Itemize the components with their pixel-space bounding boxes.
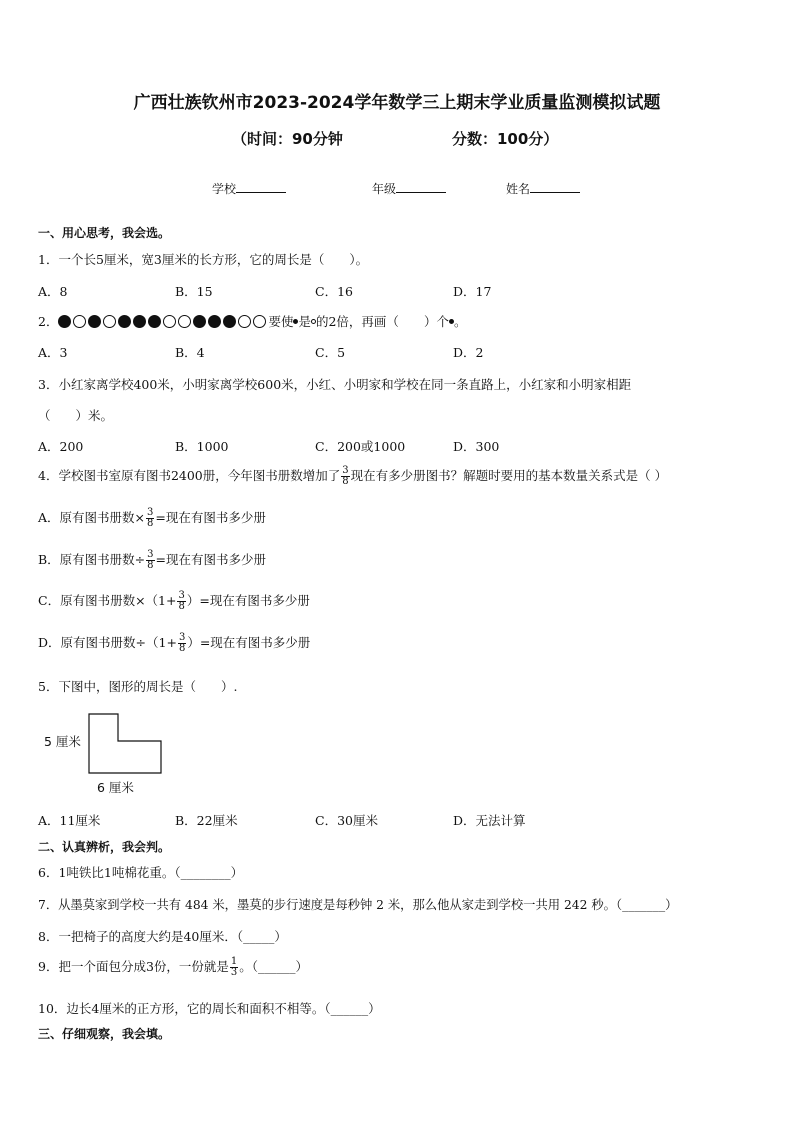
filled-circle-icon <box>208 315 221 328</box>
filled-circle-icon <box>58 315 71 328</box>
fraction: $\frac{3}{8}$ <box>178 590 185 612</box>
figure-height-label: 5 厘米 <box>44 734 81 749</box>
q2-text-a: 要使 <box>268 314 294 329</box>
q5-option-d: D．无法计算 <box>453 813 526 828</box>
grade-blank[interactable] <box>396 180 446 193</box>
q3-option-a: A．200 <box>38 439 84 454</box>
q3-option-d: D．300 <box>453 439 500 454</box>
q1-option-b: B．15 <box>175 284 213 299</box>
circle-row <box>58 314 268 329</box>
fraction: $\frac{3}{8}$ <box>147 507 154 529</box>
hollow-circle-icon <box>253 315 266 328</box>
fraction: $\frac{3}{8}$ <box>147 549 154 571</box>
q2-option-a: A．3 <box>38 345 68 360</box>
question-4 <box>38 466 667 487</box>
name-field <box>506 180 580 197</box>
q5-option-c: C．30厘米 <box>315 813 378 828</box>
q1-option-a: A．8 <box>38 284 68 299</box>
hollow-circle-icon <box>73 315 86 328</box>
q4-text-a: 4．学校图书室原有图书2400册，今年图书册数增加了 <box>38 468 341 483</box>
filled-circle-icon <box>148 315 161 328</box>
filled-circle-icon <box>193 315 206 328</box>
school-field <box>212 180 286 197</box>
q5-option-b: B．22厘米 <box>175 813 238 828</box>
q5-option-a: A．11厘米 <box>38 813 101 828</box>
hollow-circle-icon <box>178 315 191 328</box>
exam-time: （时间：90分钟 <box>232 130 343 148</box>
q4-option-c: C．原有图书册数×（1+ $\frac{3}{8}$ ）=现在有图书多少册 <box>38 590 310 612</box>
school-label: 学校 <box>212 182 237 196</box>
q2-number: 2． <box>38 314 59 329</box>
question-5: 5．下图中，图形的周长是（ ）. <box>38 679 238 694</box>
q4-option-b: B．原有图书册数÷ $\frac{3}{8}$ =现在有图书多少册 <box>38 549 267 571</box>
question-7: 7．从墨莫家到学校一共有 484 米，墨莫的步行速度是每秒钟 2 米，那么他从家走到学校一共用 242 秒。（_______） <box>38 898 678 912</box>
name-label: 姓名 <box>506 182 531 196</box>
q4-option-a: A．原有图书册数× $\frac{3}{8}$ =现在有图书多少册 <box>38 507 266 529</box>
fraction: $\frac{3}{8}$ <box>342 465 349 487</box>
section-judge-heading: 二、认真辨析，我会判。 <box>38 840 171 854</box>
q2-option-d: D．2 <box>453 345 484 360</box>
q2-text-b: 是 <box>298 314 311 329</box>
question-1: 1．一个长5厘米，宽3厘米的长方形，它的周长是（ ）。 <box>38 252 369 267</box>
question-9: 9．把一个面包分成3份，一份就是 $\frac{1}{3}$ 。（______） <box>38 956 309 978</box>
question-6: 6．1吨铁比1吨棉花重。（________） <box>38 865 244 880</box>
q2-text-c: 的2倍，再画（ ）个 <box>315 314 449 329</box>
q1-option-d: D．17 <box>453 284 492 299</box>
filled-circle-icon <box>223 315 236 328</box>
q2-option-b: B．4 <box>175 345 205 360</box>
page-title: 广西壮族钦州市2023-2024学年数学三上期末学业质量监测模拟试题 <box>133 93 661 113</box>
question-3-line-1: 3．小红家离学校400米，小明家离学校600米，小红、小明家和学校在同一条直路上，小红家和小明家相距 <box>38 377 632 392</box>
name-blank[interactable] <box>530 180 580 193</box>
fraction: $\frac{3}{8}$ <box>178 632 186 654</box>
q2-text-d: 。 <box>453 314 467 329</box>
exam-score: 分数：100分） <box>452 130 559 148</box>
section-fill-heading: 三、仔细观察，我会填。 <box>38 1027 171 1041</box>
question-3-line-2: （ ）米。 <box>38 408 114 423</box>
school-blank[interactable] <box>236 180 286 193</box>
l-shape-outline <box>89 714 161 773</box>
l-shape-figure <box>88 713 164 775</box>
grade-field <box>372 180 446 197</box>
figure-width-label: 6 厘米 <box>97 780 134 795</box>
q4-option-d: D．原有图书册数÷（1+ $\frac{3}{8}$ ）=现在有图书多少册 <box>38 632 311 654</box>
hollow-circle-icon <box>103 315 116 328</box>
filled-circle-icon <box>118 315 131 328</box>
question-2 <box>38 312 466 330</box>
filled-circle-icon <box>88 315 101 328</box>
q3-option-c: C．200或1000 <box>315 439 406 454</box>
filled-circle-icon <box>133 315 146 328</box>
grade-label: 年级 <box>372 182 397 196</box>
q2-option-c: C．5 <box>315 345 346 360</box>
section-choice-heading: 一、用心思考，我会选。 <box>38 226 171 240</box>
q4-text-b: 现在有多少册图书？解题时要用的基本数量关系式是（ ） <box>350 468 668 483</box>
hollow-circle-icon <box>238 315 251 328</box>
question-10: 10．边长4厘米的正方形，它的周长和面积不相等。（______） <box>38 1001 381 1016</box>
question-8: 8．一把椅子的高度大约是40厘米．（_____） <box>38 929 287 944</box>
hollow-circle-icon <box>163 315 176 328</box>
q1-option-c: C．16 <box>315 284 353 299</box>
q3-option-b: B．1000 <box>175 439 229 454</box>
fraction: $\frac{1}{3}$ <box>230 956 238 978</box>
